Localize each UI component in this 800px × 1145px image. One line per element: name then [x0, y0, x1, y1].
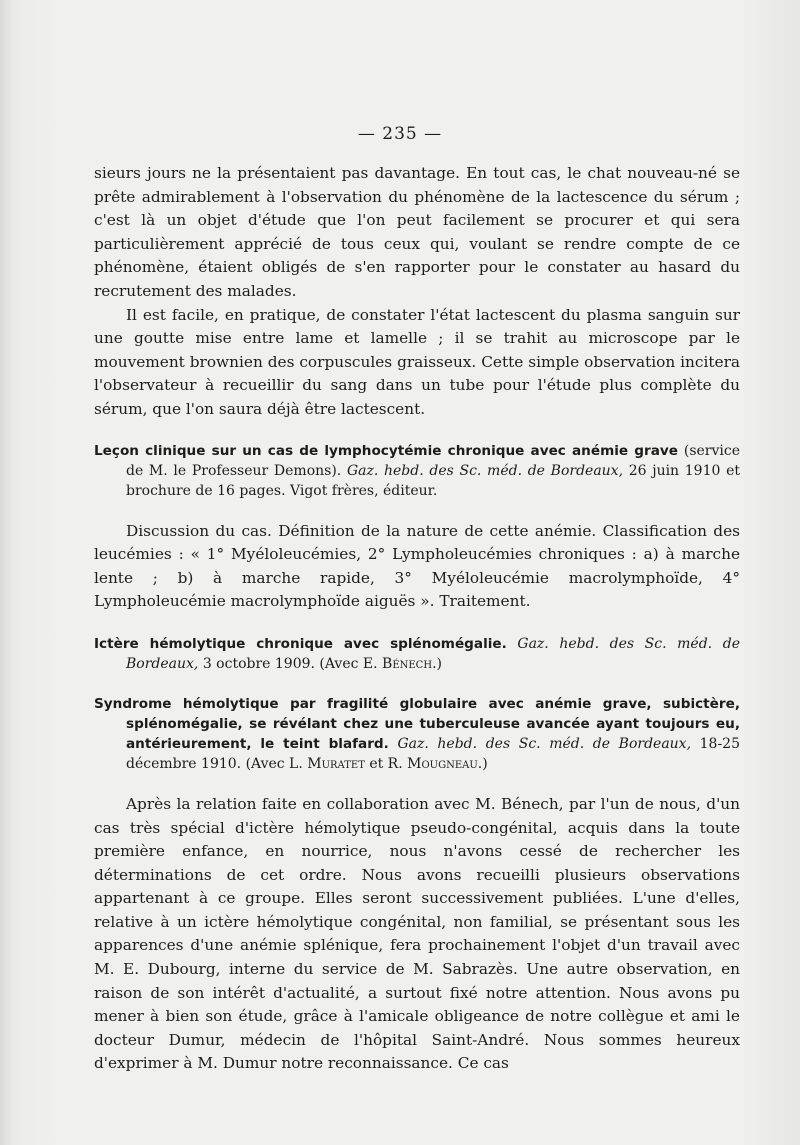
reference-journal: Gaz. hebd. des Sc. méd. de Bordeaux,	[126, 635, 740, 672]
reference-title: Syndrome hémolytique par fragilité globulaire avec anémie grave, subictère, splénomégalie, se révélant chez une tuberculeuse avancée ayant toujours eu, antérieurement, le teint blafard.	[94, 695, 740, 752]
reference-author: Muratet	[307, 755, 365, 772]
paragraph-plasma: Il est facile, en pratique, de constater l'état lactescent du plasma sanguin sur une goutte mise entre lame et lamelle ; il se trahit au microscope par le mouvement brownien des corpuscules graisseux. Cette simple observation incitera l'observateur à recueillir du sang dans un tube pour l'étude plus complète du sérum, que l'on saura déjà être lactescent.	[94, 305, 740, 418]
reference-author: Bénech	[382, 655, 433, 672]
page-number: — 235 —	[357, 124, 443, 144]
reference-journal: Gaz. hebd. des Sc. méd. de Bordeaux,	[346, 462, 624, 479]
reference-lymphocytemie: Leçon clinique sur un cas de lymphocytémie chronique avec anémie grave (service de M. le Professeur Demons). Gaz. hebd. des Sc. méd. de Bordeaux, 26 juin 1910 et brochure de 16 pages. Vigot frères, éditeur.	[94, 442, 740, 499]
reference-journal: Gaz. hebd. des Sc. méd. de Bordeaux,	[388, 735, 692, 752]
reference-author: Mougneau	[407, 755, 478, 772]
reference-title: Ictère hémolytique chronique avec splénomégalie.	[94, 635, 507, 652]
paragraph-apres: Après la relation faite en collaboration avec M. Bénech, par l'un de nous, d'un cas très spécial d'ictère hémolytique pseudo-congénital, acquis dans la toute première enfance, en nourrice, nous n'avons cessé de rechercher les déterminations de cet ordre. Nous avons recueilli plusieurs observations appartenant à ce groupe. Elles seront successivement publiées. L'une d'elles, relative à un ictère hémolytique congénital, non familial, se présentant sous les apparences d'une anémie splénique, fera prochainement l'objet d'un travail avec M. E. Dubourg, interne du service de M. Sabrazès. Une autre observation, en raison de son intérêt d'actualité, a surtout fixé notre attention. Nous avons pu mener à bien son étude, grâce à l'amicale obligeance de notre collègue et ami le docteur Dumur, médecin de l'hôpital Saint-André. Nous sommes heureux d'exprimer à M. Dumur notre reconnaissance. Ce cas	[94, 794, 740, 1073]
paragraph-discussion: Discussion du cas. Définition de la nature de cette anémie. Classification des leucémies : « 1° Myéloleucémies, 2° Lympholeucémies chroniques : a) à marche lente ; b) à marche rapide, 3° Myéloleucémie macrolymphoïde, 4° Lympholeucémie macrolymphoïde aiguës ». Traitement.	[94, 521, 740, 611]
reference-syndrome: Syndrome hémolytique par fragilité globulaire avec anémie grave, subictère, splénomégalie, se révélant chez une tuberculeuse avancée ayant toujours eu, antérieurement, le teint blafard. Gaz. hebd. des Sc. méd. de Bordeaux, 18-25 décembre 1910. (Avec L. Muratet et R. Mougneau.)	[94, 695, 740, 772]
reference-ictere: Ictère hémolytique chronique avec splénomégalie. Gaz. hebd. des Sc. méd. de Bordeaux, 3 octobre 1909. (Avec E. Bénech.)	[94, 635, 740, 672]
paragraph-continuation: sieurs jours ne la présentaient pas davantage. En tout cas, le chat nouveau-né se prête admirablement à l'observation du phénomène de la lactescence du sérum ; c'est là un objet d'étude que l'on peut facilement se procurer et qui sera particulièrement apprécié de tous ceux qui, voulant se rendre compte de ce phénomène, étaient obligés de s'en rapporter pour le constater au hasard du recrutement des malades.	[94, 164, 740, 300]
page-body	[94, 162, 740, 1076]
reference-title: Leçon clinique sur un cas de lymphocytémie chronique avec anémie grave	[94, 442, 678, 459]
